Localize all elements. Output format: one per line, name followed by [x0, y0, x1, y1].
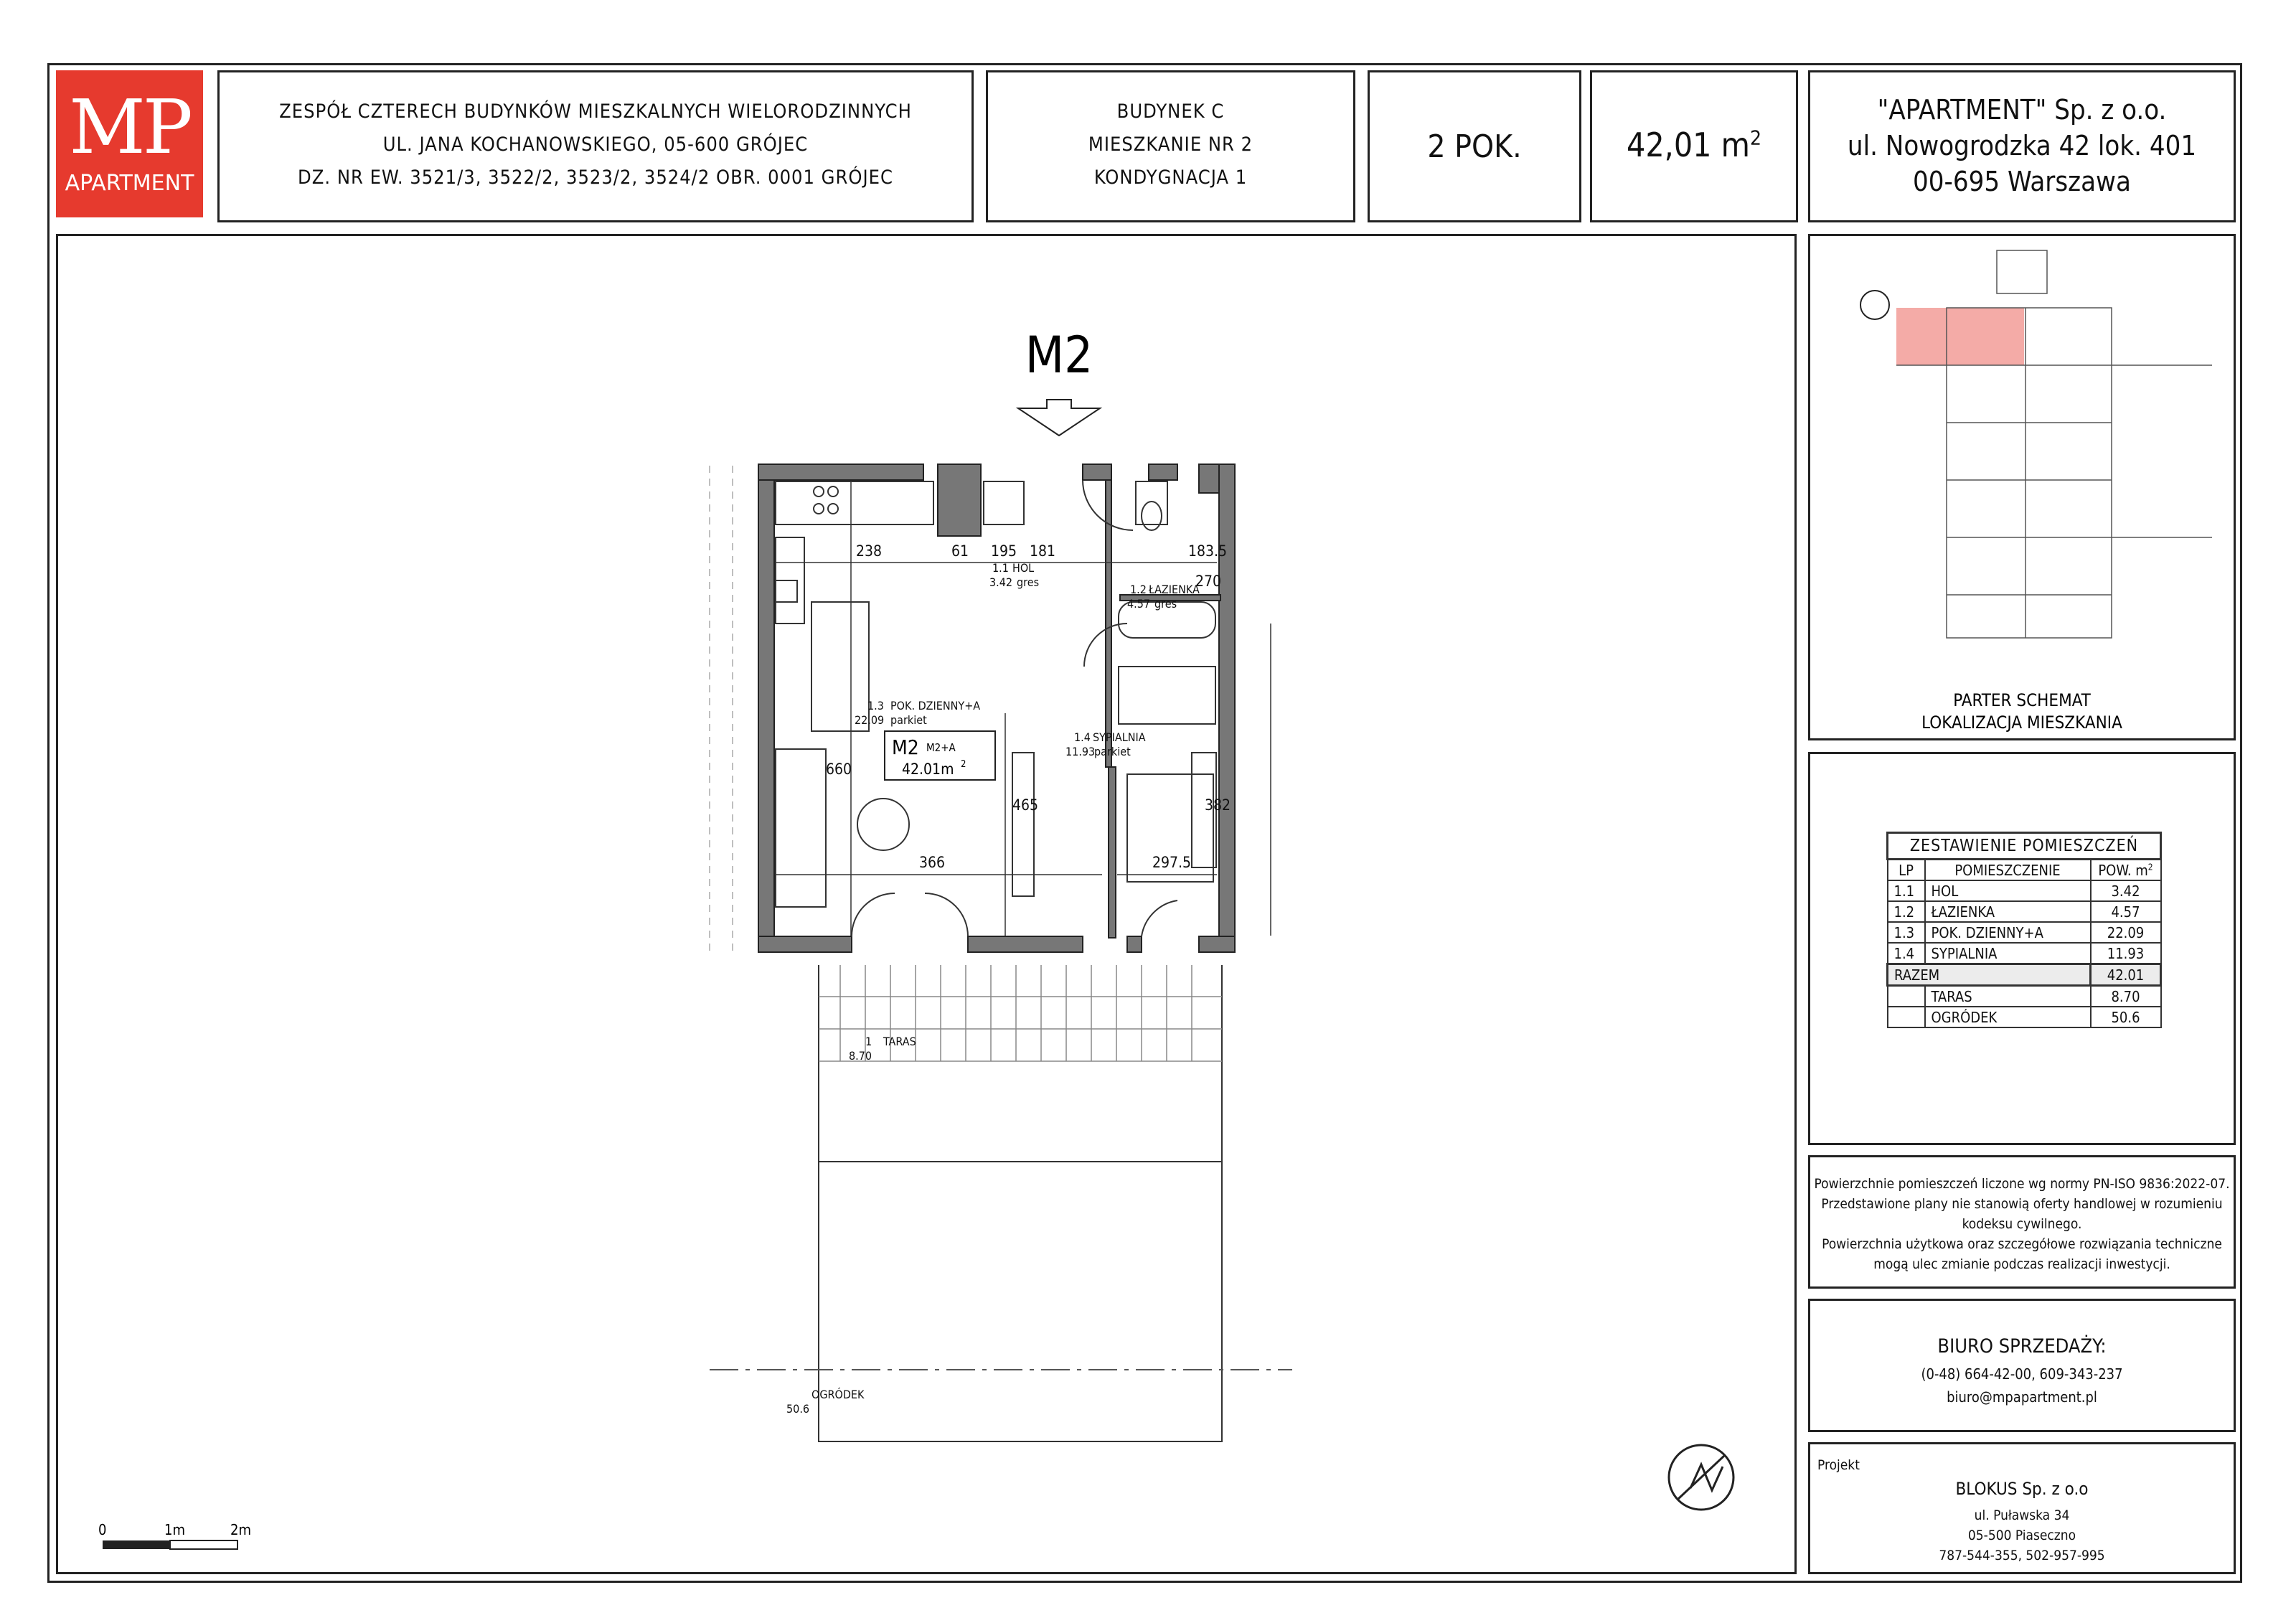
- unit-tag: [885, 731, 995, 780]
- walls: [758, 464, 1235, 952]
- key-plan-box: [1808, 234, 2236, 740]
- terrace-area: 8.70: [849, 1049, 872, 1063]
- table-row: [1888, 943, 2161, 964]
- logo-letters: MP: [69, 83, 190, 171]
- scale-two: 2m: [230, 1521, 251, 1538]
- table-row: [1888, 1007, 2161, 1027]
- total-value: 42.01: [2091, 964, 2161, 986]
- row-name: POK. DZIENNY+A: [1925, 922, 2091, 943]
- room-1-3-floor: parkiet: [890, 713, 927, 727]
- storey-line: KONDYGNACJA 1: [1093, 166, 1248, 189]
- dim-181: 181: [1030, 542, 1056, 560]
- entrance-arrow: [1018, 400, 1100, 436]
- floor-plan: [58, 236, 1794, 1572]
- designer-city: 05-500 Piaseczno: [1967, 1528, 2076, 1543]
- extra-area: 8.70: [2091, 986, 2161, 1007]
- header-area-label: POW. m: [2098, 861, 2148, 879]
- project-line-2: UL. JANA KOCHANOWSKIEGO, 05-600 GRÓJEC: [382, 133, 809, 156]
- dim-270: 270: [1195, 573, 1222, 590]
- room-schedule-title: ZESTAWIENIE POMIESZCZEŃ: [1888, 833, 2161, 860]
- total-label: RAZEM: [1888, 964, 2091, 986]
- company-box: [1808, 70, 2236, 222]
- header-area: [2091, 860, 2161, 881]
- terrace-grid: [819, 965, 1222, 1061]
- header-area-sup: 2: [2147, 861, 2153, 872]
- row-area: 22.09: [2091, 922, 2161, 943]
- dim-183-5: 183.5: [1188, 542, 1228, 560]
- note-line-1: Powierzchnie pomieszczeń liczone wg normy PN-ISO 9836:2022-07.: [1814, 1176, 2230, 1192]
- note-line-5: mogą ulec zmianie podczas realizacji inwestycji.: [1873, 1256, 2170, 1272]
- table-row: [1888, 901, 2161, 922]
- designer-box: [1808, 1442, 2236, 1574]
- garden-area: 50.6: [786, 1402, 810, 1416]
- room-1-4-floor: parkiet: [1094, 745, 1131, 758]
- logo-word: APARTMENT: [65, 171, 194, 196]
- key-plan-caption-1: PARTER SCHEMAT: [1953, 690, 2091, 710]
- mp-apartment-logo: [56, 70, 203, 217]
- project-line-3: DZ. NR EW. 3521/3, 3522/2, 3523/2, 3524/2 OBR. 0001 GRÓJEC: [298, 166, 893, 189]
- rooms-count-box: [1368, 70, 1581, 222]
- notes-box: [1808, 1155, 2236, 1289]
- scale-one: 1m: [164, 1521, 185, 1538]
- company-street: ul. Nowogrodzka 42 lok. 401: [1847, 130, 2197, 161]
- note-line-2: Przedstawione plany nie stanowią oferty handlowej w rozumieniu: [1821, 1196, 2223, 1212]
- room-1-1-floor: gres: [1017, 575, 1040, 589]
- total-area: [1592, 126, 1796, 164]
- row-lp: 1.1: [1888, 880, 1925, 901]
- building-line: BUDYNEK C: [1116, 100, 1225, 123]
- row-lp: 1.3: [1888, 922, 1925, 943]
- apartment-location-highlight: [1896, 308, 2024, 365]
- unit-type: M2+A: [926, 741, 956, 754]
- extra-name: OGRÓDEK: [1925, 1007, 2091, 1027]
- room-1-3-area: 22.09: [855, 713, 885, 727]
- room-1-3-num: 1.3: [867, 699, 884, 712]
- dim-465: 465: [1012, 796, 1039, 814]
- note-line-3: kodeksu cywilnego.: [1962, 1216, 2082, 1232]
- designer-name: BLOKUS Sp. z o.o: [1955, 1479, 2089, 1499]
- room-1-2-area: 4.57: [1127, 597, 1151, 611]
- scale-zero: 0: [98, 1521, 107, 1538]
- dim-297-5: 297.5: [1152, 854, 1192, 871]
- total-area-unit-sup: 2: [1749, 126, 1761, 150]
- plan-title: M2: [1025, 326, 1093, 385]
- garden-name: OGRÓDEK: [811, 1388, 865, 1401]
- designer-street: ul. Puławska 34: [1974, 1507, 2070, 1523]
- sales-phones: (0-48) 664-42-00, 609-343-237: [1921, 1365, 2123, 1383]
- row-lp: 1.2: [1888, 901, 1925, 922]
- row-name: SYPIALNIA: [1925, 943, 2091, 964]
- row-name: ŁAZIENKA: [1925, 901, 2091, 922]
- terrace-num: 1: [865, 1035, 872, 1048]
- room-1-2-name: ŁAZIENKA: [1149, 583, 1200, 596]
- key-plan: [1810, 236, 2234, 738]
- dim-660: 660: [826, 761, 852, 778]
- room-1-2-floor: gres: [1154, 597, 1177, 611]
- unit-label: M2: [892, 735, 919, 759]
- sales-email: biuro@mpapartment.pl: [1947, 1388, 2097, 1406]
- table-row: [1888, 922, 2161, 943]
- room-1-1-area: 3.42: [989, 575, 1013, 589]
- north-arrow-icon: [1669, 1445, 1733, 1510]
- apartment-number: MIESZKANIE NR 2: [1088, 133, 1253, 156]
- building-box: [986, 70, 1355, 222]
- dim-366: 366: [919, 854, 946, 871]
- dim-382: 382: [1205, 796, 1231, 814]
- row-lp: 1.4: [1888, 943, 1925, 964]
- row-area: 4.57: [2091, 901, 2161, 922]
- room-schedule-box: [1808, 752, 2236, 1145]
- room-1-3-name: POK. DZIENNY+A: [890, 699, 981, 712]
- row-area: 11.93: [2091, 943, 2161, 964]
- note-line-4: Powierzchnia użytkowa oraz szczegółowe rozwiązania techniczne: [1822, 1236, 2222, 1252]
- header-room: POMIESZCZENIE: [1925, 860, 2091, 881]
- area-box: [1590, 70, 1798, 222]
- room-1-1-num: 1.1: [992, 561, 1009, 575]
- room-1-4-num: 1.4: [1074, 730, 1091, 744]
- extra-area: 50.6: [2091, 1007, 2161, 1027]
- project-box: [217, 70, 974, 222]
- company-city: 00-695 Warszawa: [1913, 166, 2131, 197]
- row-name: HOL: [1925, 880, 2091, 901]
- table-row: [1888, 986, 2161, 1007]
- extra-name: TARAS: [1925, 986, 2091, 1007]
- dim-195: 195: [991, 542, 1017, 560]
- sales-office-box: [1808, 1299, 2236, 1432]
- company-name: "APARTMENT" Sp. z o.o.: [1877, 94, 2167, 126]
- unit-area: 42.01m: [902, 761, 954, 778]
- sales-title: BIURO SPRZEDAŻY:: [1937, 1335, 2107, 1358]
- total-row: [1888, 964, 2161, 986]
- unit-area-sup: 2: [961, 759, 966, 770]
- room-1-4-name: SYPIALNIA: [1093, 730, 1146, 744]
- room-1-4-area: 11.93: [1065, 745, 1096, 758]
- designer-phones: 787-544-355, 502-957-995: [1939, 1548, 2105, 1563]
- room-1-2-num: 1.2: [1130, 583, 1147, 596]
- key-plan-caption-2: LOKALIZACJA MIESZKANIA: [1921, 712, 2122, 733]
- dim-61: 61: [951, 542, 969, 560]
- total-area-value: 42,01 m: [1627, 126, 1750, 164]
- plan-area: [56, 234, 1797, 1574]
- header-lp: LP: [1888, 860, 1925, 881]
- table-row: [1888, 880, 2161, 901]
- terrace-name: TARAS: [883, 1035, 916, 1048]
- room-schedule-table: [1886, 832, 2162, 1028]
- key-plan-north-icon: [1860, 291, 1889, 319]
- dim-238: 238: [856, 542, 883, 560]
- room-1-1-name: HOL: [1012, 561, 1035, 575]
- room-labels: [786, 561, 1200, 1416]
- scale-bar: [98, 1521, 251, 1549]
- side-planting: [710, 466, 733, 954]
- project-line-1: ZESPÓŁ CZTERECH BUDYNKÓW MIESZKALNYCH WIELORODZINNYCH: [279, 100, 912, 123]
- row-area: 3.42: [2091, 880, 2161, 901]
- rooms-count: 2 POK.: [1427, 128, 1522, 165]
- designer-label: Projekt: [1817, 1457, 1860, 1473]
